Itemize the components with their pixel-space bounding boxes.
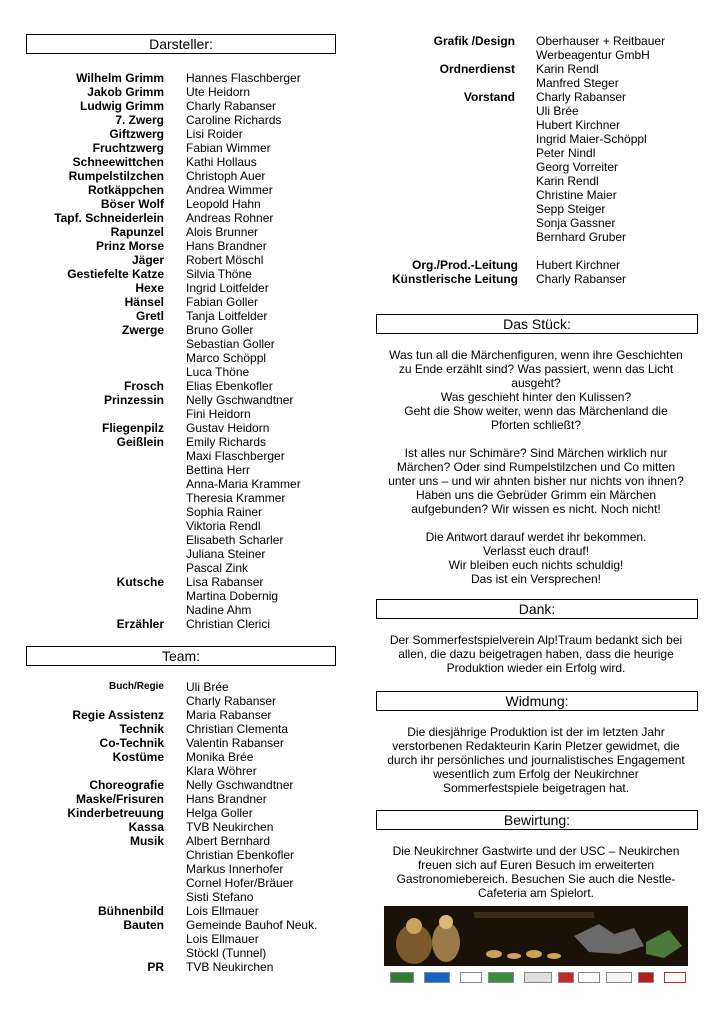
team-row-name: Albert Bernhard <box>186 834 271 848</box>
cast-row-name: Marco Schöppl <box>186 351 267 365</box>
cast-header: Darsteller: <box>26 34 336 54</box>
cast-row-name: Nelly Gschwandtner <box>186 393 294 407</box>
crew-row-name: Charly Rabanser <box>536 90 627 104</box>
dank-text <box>376 633 696 675</box>
cast-row-name: Tanja Loitfelder <box>186 309 268 323</box>
team-row-name: Klara Wöhrer <box>186 764 257 778</box>
dank-line: Produktion wieder ein Erfolg wird. <box>446 661 626 675</box>
team-row-name: Uli Brée <box>186 680 229 694</box>
stueck-line: Pforten schließt? <box>490 418 582 432</box>
sponsor-logo <box>524 972 552 983</box>
cast-row-name: Lisa Rabanser <box>186 575 264 589</box>
crew-row-name: Uli Brée <box>536 104 579 118</box>
cast-row-role: Prinz Morse <box>95 239 164 253</box>
sponsor-logo <box>488 972 514 983</box>
cast-row-role: Rumpelstilzchen <box>68 169 164 183</box>
cast-row-name: Kathi Hollaus <box>186 155 257 169</box>
widmung-header: Widmung: <box>376 691 698 711</box>
cast-row-name: Elisabeth Scharler <box>186 533 284 547</box>
cast-row-name: Juliana Steiner <box>186 547 266 561</box>
cast-row-name: Bruno Goller <box>186 323 254 337</box>
cast-row-name: Viktoria Rendl <box>186 519 261 533</box>
team-row-name: Lois Ellmauer <box>186 904 259 918</box>
cast-row-name: Hannes Flaschberger <box>186 71 301 85</box>
widmung-line: durch ihr persönliches und journalistisches Engagement <box>387 753 685 767</box>
team-row-name: Gemeinde Bauhof Neuk. <box>186 918 318 932</box>
sponsor-logos <box>384 972 688 984</box>
team-row-name: Maria Rabanser <box>186 708 272 722</box>
cast-row-name: Andreas Rohner <box>186 211 274 225</box>
cast-row-name: Fini Heidorn <box>186 407 251 421</box>
team-row-name: Hans Brandner <box>186 792 267 806</box>
crew-row-name: Ingrid Maier-Schöppl <box>536 132 647 146</box>
lead-row-role: Org./Prod.-Leitung <box>412 258 518 272</box>
cast-row-role: Hexe <box>135 281 164 295</box>
cast-row-role: Kutsche <box>116 575 164 589</box>
dank-line: allen, die dazu beigetragen haben, dass die heurige <box>398 647 674 661</box>
cast-row-role: 7. Zwerg <box>115 113 164 127</box>
stueck-line: Die Antwort darauf werdet ihr bekommen. <box>425 530 647 544</box>
cast-row-name: Gustav Heidorn <box>186 421 270 435</box>
stueck-line: aufgebunden? Wir wissen es nicht. Noch nicht! <box>411 502 661 516</box>
stueck-header: Das Stück: <box>376 314 698 334</box>
team-row-name: Charly Rabanser <box>186 694 277 708</box>
team-row-role: PR <box>147 960 164 974</box>
cast-row-name: Fabian Goller <box>186 295 259 309</box>
stueck-paragraph-3 <box>376 530 696 586</box>
bewirtung-line: Cafeteria am Spielort. <box>477 886 595 900</box>
cast-row-name: Martina Dobernig <box>186 589 279 603</box>
team-row-name: Lois Ellmauer <box>186 932 259 946</box>
stueck-line: Geht die Show weiter, wenn das Märchenland die <box>404 404 668 418</box>
team-row-name: Cornel Hofer/Bräuer <box>186 876 294 890</box>
stueck-line: unter uns – und wir ahnten bisher nur nichts von ihnen? <box>388 474 684 488</box>
dank-line: Der Sommerfestspielverein Alp!Traum bedankt sich bei <box>389 633 683 647</box>
lead-row-name: Charly Rabanser <box>536 272 627 286</box>
cast-row-role: Jakob Grimm <box>87 85 164 99</box>
cast-row-role: Frosch <box>123 379 164 393</box>
cast-row-name: Theresia Krammer <box>186 491 286 505</box>
bewirtung-line: Die Neukirchner Gastwirte und der USC – Neukirchen <box>392 844 680 858</box>
team-row-role: Kinderbetreuung <box>67 806 164 820</box>
team-row-name: TVB Neukirchen <box>186 820 274 834</box>
cast-row-name: Charly Rabanser <box>186 99 277 113</box>
cast-row-name: Elias Ebenkofler <box>186 379 273 393</box>
team-row-name: Christian Ebenkofler <box>186 848 295 862</box>
widmung-line: Sommerfestspiele beigetragen hat. <box>442 781 630 795</box>
cast-row-name: Luca Thöne <box>186 365 250 379</box>
stueck-line: Märchen? Oder sind Rumpelstilzchen und Co mitten <box>396 460 676 474</box>
team-row-role: Maske/Frisuren <box>75 792 164 806</box>
team-row-role: Bühnenbild <box>98 904 164 918</box>
sponsor-logo <box>558 972 574 983</box>
cast-row-name: Pascal Zink <box>186 561 249 575</box>
cast-row-role: Fliegenpilz <box>101 421 164 435</box>
crew-row-name: Karin Rendl <box>536 62 599 76</box>
stueck-line: Verlasst euch drauf! <box>482 544 590 558</box>
dank-header: Dank: <box>376 599 698 619</box>
crew-row-name: Sepp Steiger <box>536 202 606 216</box>
stueck-line: Was geschieht hinter den Kulissen? <box>440 390 632 404</box>
team-row-role: Kassa <box>128 820 164 834</box>
stueck-line: Haben uns die Gebrüder Grimm ein Märchen <box>415 488 657 502</box>
crew-row-role: Grafik /Design <box>433 34 515 48</box>
crew-row-name: Werbeagentur GmbH <box>536 48 650 62</box>
team-row-name: TVB Neukirchen <box>186 960 274 974</box>
cast-row-name: Bettina Herr <box>186 463 251 477</box>
crew-row-name: Sonja Gassner <box>536 216 616 230</box>
team-row-role: Choreografie <box>89 778 164 792</box>
widmung-line: verstorbenen Redakteurin Karin Pletzer gewidmet, die <box>392 739 680 753</box>
cast-row-name: Robert Möschl <box>186 253 264 267</box>
lead-row-role: Künstlerische Leitung <box>391 272 518 286</box>
cast-row-role: Gestiefelte Katze <box>67 267 164 281</box>
stueck-line: ausgeht? <box>511 376 561 390</box>
bewirtung-line: freuen sich auf Euren Besuch im erweiterten <box>417 858 655 872</box>
cast-row-role: Hänsel <box>124 295 164 309</box>
stueck-paragraph-2 <box>376 446 696 516</box>
stueck-text <box>376 348 696 586</box>
cast-row-name: Caroline Richards <box>186 113 282 127</box>
cast-row-name: Sebastian Goller <box>186 337 275 351</box>
stueck-paragraph-1 <box>376 348 696 432</box>
cast-row-role: Böser Wolf <box>100 197 164 211</box>
team-row-role: Regie Assistenz <box>72 708 164 722</box>
cast-row-name: Maxi Flaschberger <box>186 449 285 463</box>
stueck-line: zu Ende erzählt sind? Was passiert, wenn das Licht <box>398 362 674 376</box>
cast-row-role: Ludwig Grimm <box>80 99 164 113</box>
team-header: Team: <box>26 646 336 666</box>
crew-row-name: Manfred Steger <box>536 76 619 90</box>
sponsor-logo <box>638 972 654 983</box>
banner-illustration <box>384 906 688 966</box>
crew-row-name: Karin Rendl <box>536 174 599 188</box>
cast-row-name: Andrea Wimmer <box>186 183 273 197</box>
cast-row-role: Fruchtzwerg <box>92 141 164 155</box>
sponsor-logo <box>664 972 686 983</box>
sponsor-logo <box>390 972 414 983</box>
team-row-role: Technik <box>119 722 164 736</box>
stueck-line: Ist alles nur Schimäre? Sind Märchen wirklich nur <box>404 446 668 460</box>
cast-row-name: Fabian Wimmer <box>186 141 271 155</box>
cast-row-role: Tapf. Schneiderlein <box>54 211 164 225</box>
cast-row-role: Gretl <box>135 309 164 323</box>
cast-row-name: Christoph Auer <box>186 169 266 183</box>
team-row-name: Nelly Gschwandtner <box>186 778 294 792</box>
cast-row-name: Nadine Ahm <box>186 603 252 617</box>
cast-row-name: Ingrid Loitfelder <box>186 281 269 295</box>
widmung-line: wesentlich zum Erfolg der Neukirchner <box>433 767 639 781</box>
cast-row-role: Prinzessin <box>103 393 164 407</box>
crew-row-name: Oberhauser + Reitbauer <box>536 34 666 48</box>
fairytale-banner-image <box>384 906 688 966</box>
crew-row-role: Vorstand <box>463 90 515 104</box>
cast-row-name: Sophia Rainer <box>186 505 263 519</box>
team-row-name: Markus Innerhofer <box>186 862 284 876</box>
team-row-role: Buch/Regie <box>108 681 164 692</box>
cast-row-role: Schneewittchen <box>72 155 164 169</box>
team-row-name: Christian Clementa <box>186 722 289 736</box>
sponsor-logo <box>460 972 482 983</box>
cast-row-role: Giftzwerg <box>109 127 164 141</box>
team-row-role: Musik <box>129 834 164 848</box>
cast-row-name: Alois Brunner <box>186 225 259 239</box>
team-row-role: Bauten <box>123 918 164 932</box>
stueck-line: Wir bleiben euch nichts schuldig! <box>448 558 624 572</box>
cast-row-name: Leopold Hahn <box>186 197 261 211</box>
cast-row-role: Rapunzel <box>110 225 164 239</box>
widmung-line: Die diesjährige Produktion ist der im letzten Jahr <box>407 725 665 739</box>
team-row-name: Sisti Stefano <box>186 890 254 904</box>
cast-row-role: Jäger <box>131 253 164 267</box>
team-row-name: Monika Brée <box>186 750 254 764</box>
cast-row-role: Wilhelm Grimm <box>76 71 164 85</box>
bewirtung-header: Bewirtung: <box>376 810 698 830</box>
cast-row-role: Erzähler <box>116 617 164 631</box>
lead-row-name: Hubert Kirchner <box>536 258 621 272</box>
bewirtung-line: Gastronomiebereich. Besuchen Sie auch die Nestle- <box>396 872 676 886</box>
crew-row-name: Bernhard Gruber <box>536 230 627 244</box>
cast-row-name: Anna-Maria Krammer <box>186 477 301 491</box>
cast-row-role: Geißlein <box>116 435 164 449</box>
crew-row-name: Hubert Kirchner <box>536 118 621 132</box>
cast-row-name: Ute Heidorn <box>186 85 251 99</box>
team-row-name: Valentin Rabanser <box>186 736 284 750</box>
banner-url-strip <box>474 912 594 918</box>
stueck-line: Das ist ein Versprechen! <box>470 572 602 586</box>
crew-row-name: Georg Vorreiter <box>536 160 619 174</box>
sponsor-logo <box>424 972 450 983</box>
sponsor-logo <box>606 972 632 983</box>
crew-row-name: Christine Maier <box>536 188 617 202</box>
team-row-role: Co-Technik <box>99 736 164 750</box>
crew-row-name: Peter Nindl <box>536 146 596 160</box>
team-row-name: Helga Goller <box>186 806 253 820</box>
cast-row-role: Rotkäppchen <box>87 183 164 197</box>
cast-row-name: Emily Richards <box>186 435 267 449</box>
cast-row-name: Silvia Thöne <box>186 267 252 281</box>
crew-row-role: Ordnerdienst <box>439 62 515 76</box>
team-row-role: Kostüme <box>112 750 164 764</box>
cast-row-name: Lisi Roider <box>186 127 243 141</box>
cast-row-name: Hans Brandner <box>186 239 267 253</box>
widmung-text <box>376 725 696 795</box>
stueck-line: Was tun all die Märchenfiguren, wenn ihre Geschichten <box>389 348 683 362</box>
sponsor-logo <box>578 972 600 983</box>
team-row-name: Stöckl (Tunnel) <box>186 946 267 960</box>
cast-row-role: Zwerge <box>121 323 164 337</box>
cast-row-name: Christian Clerici <box>186 617 271 631</box>
bewirtung-text <box>376 844 696 900</box>
